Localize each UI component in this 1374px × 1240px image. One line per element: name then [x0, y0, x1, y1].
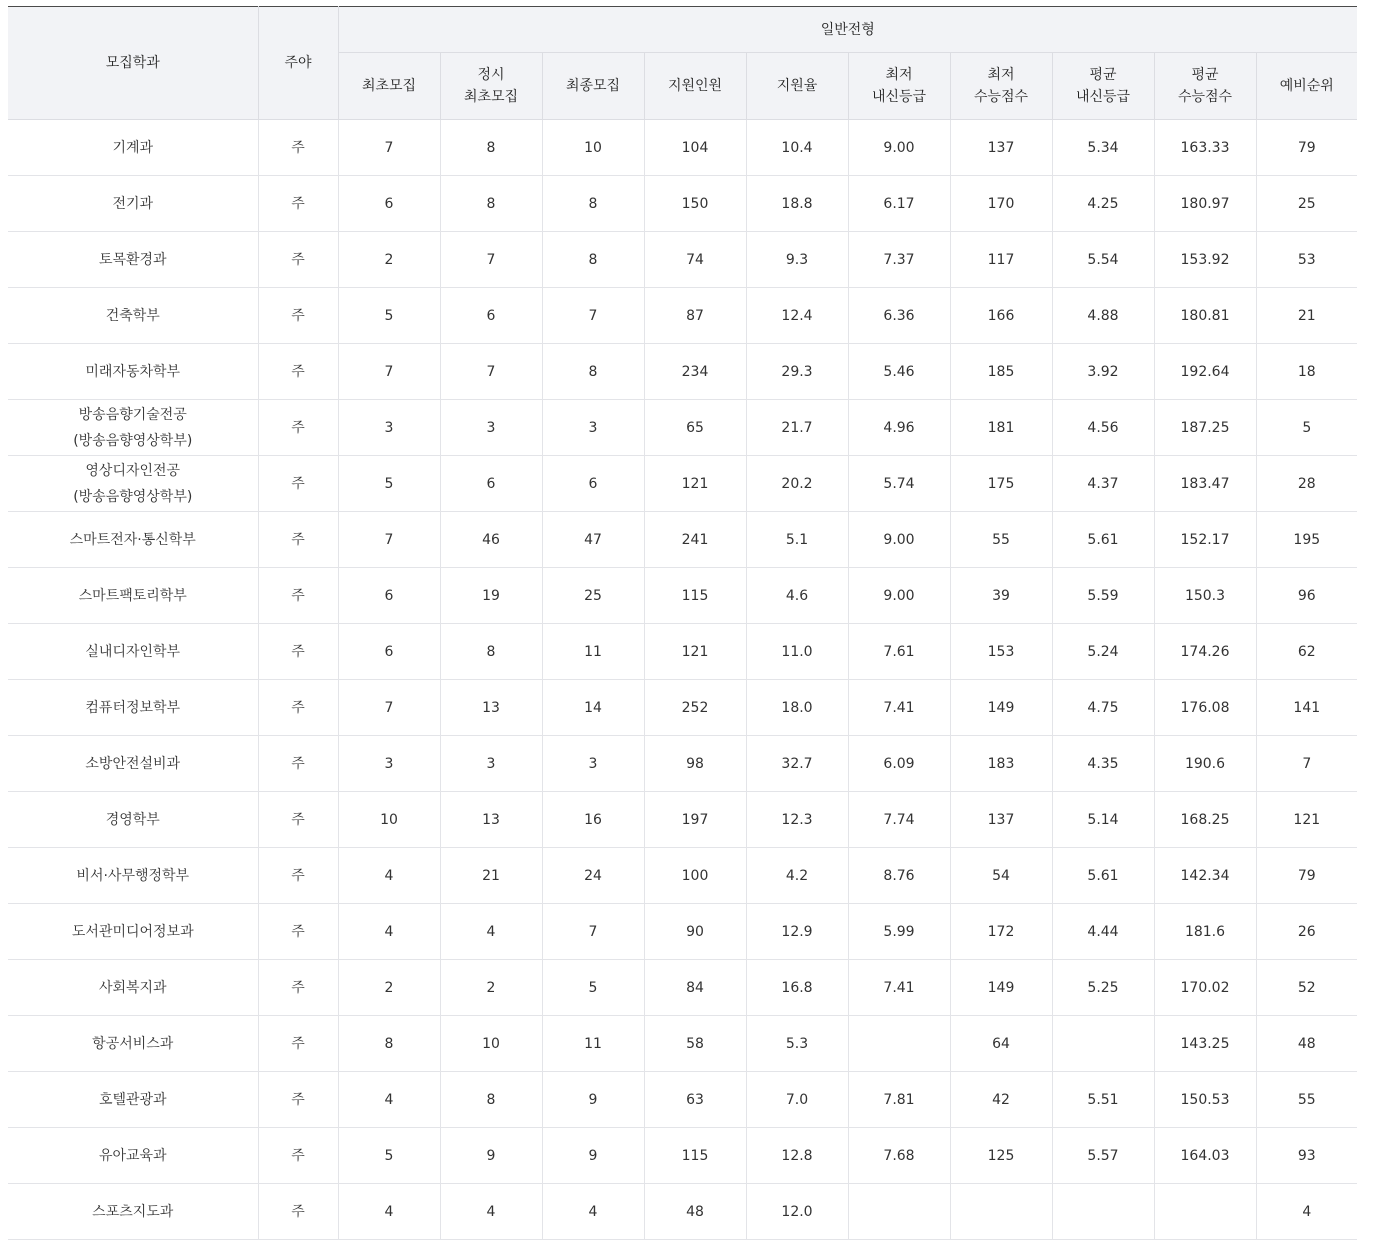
cell-final-quota: 4 [542, 1184, 644, 1240]
cell-final-quota: 7 [542, 904, 644, 960]
table-row [8, 1184, 1357, 1240]
cell-day-night: 주 [258, 736, 338, 792]
cell-min-csat-score: 149 [950, 680, 1052, 736]
cell-regular-initial-quota: 8 [440, 624, 542, 680]
table-header [8, 7, 1357, 120]
cell-avg-csat-score: 142.34 [1154, 848, 1256, 904]
cell-competition-rate: 20.2 [746, 456, 848, 512]
cell-final-quota: 8 [542, 176, 644, 232]
cell-dept: 미래자동차학부 [8, 344, 258, 400]
cell-avg-csat-score: 176.08 [1154, 680, 1256, 736]
cell-min-csat-score: 175 [950, 456, 1052, 512]
cell-min-school-grade: 9.00 [848, 512, 950, 568]
cell-final-quota: 9 [542, 1072, 644, 1128]
cell-waitlist-rank: 5 [1256, 400, 1357, 456]
header-applicants: 지원인원 [644, 53, 746, 120]
cell-regular-initial-quota: 7 [440, 344, 542, 400]
cell-final-quota: 11 [542, 1016, 644, 1072]
cell-competition-rate: 29.3 [746, 344, 848, 400]
cell-initial-quota: 7 [338, 344, 440, 400]
table-row [8, 400, 1357, 456]
cell-applicants: 98 [644, 736, 746, 792]
cell-initial-quota: 4 [338, 848, 440, 904]
cell-applicants: 234 [644, 344, 746, 400]
cell-avg-csat-score: 168.25 [1154, 792, 1256, 848]
cell-regular-initial-quota: 8 [440, 120, 542, 176]
cell-applicants: 197 [644, 792, 746, 848]
cell-dept: 스마트팩토리학부 [8, 568, 258, 624]
cell-competition-rate: 18.8 [746, 176, 848, 232]
cell-waitlist-rank: 141 [1256, 680, 1357, 736]
table-row [8, 960, 1357, 1016]
cell-avg-csat-score: 174.26 [1154, 624, 1256, 680]
cell-competition-rate: 10.4 [746, 120, 848, 176]
cell-initial-quota: 10 [338, 792, 440, 848]
header-avg-school-grade: 평균 내신등급 [1052, 53, 1154, 120]
cell-final-quota: 5 [542, 960, 644, 1016]
cell-day-night: 주 [258, 344, 338, 400]
cell-competition-rate: 12.9 [746, 904, 848, 960]
cell-initial-quota: 5 [338, 288, 440, 344]
cell-competition-rate: 11.0 [746, 624, 848, 680]
header-general-admission: 일반전형 [338, 7, 1357, 53]
cell-avg-school-grade: 5.25 [1052, 960, 1154, 1016]
cell-applicants: 100 [644, 848, 746, 904]
cell-applicants: 121 [644, 624, 746, 680]
cell-applicants: 63 [644, 1072, 746, 1128]
cell-competition-rate: 16.8 [746, 960, 848, 1016]
cell-waitlist-rank: 195 [1256, 512, 1357, 568]
cell-applicants: 252 [644, 680, 746, 736]
cell-avg-school-grade: 5.61 [1052, 512, 1154, 568]
cell-waitlist-rank: 21 [1256, 288, 1357, 344]
cell-avg-csat-score: 152.17 [1154, 512, 1256, 568]
cell-regular-initial-quota: 4 [440, 1184, 542, 1240]
cell-regular-initial-quota: 6 [440, 456, 542, 512]
cell-min-csat-score: 42 [950, 1072, 1052, 1128]
table-row [8, 904, 1357, 960]
cell-day-night: 주 [258, 120, 338, 176]
cell-competition-rate: 21.7 [746, 400, 848, 456]
cell-min-school-grade: 7.37 [848, 232, 950, 288]
cell-day-night: 주 [258, 1184, 338, 1240]
cell-regular-initial-quota: 8 [440, 1072, 542, 1128]
cell-final-quota: 10 [542, 120, 644, 176]
table-row [8, 1016, 1357, 1072]
cell-final-quota: 47 [542, 512, 644, 568]
cell-initial-quota: 2 [338, 232, 440, 288]
cell-initial-quota: 3 [338, 736, 440, 792]
cell-avg-csat-score: 180.81 [1154, 288, 1256, 344]
header-final-quota: 최종모집 [542, 53, 644, 120]
cell-avg-school-grade [1052, 1184, 1154, 1240]
table-row [8, 176, 1357, 232]
cell-day-night: 주 [258, 960, 338, 1016]
cell-waitlist-rank: 93 [1256, 1128, 1357, 1184]
cell-applicants: 74 [644, 232, 746, 288]
cell-initial-quota: 5 [338, 456, 440, 512]
cell-avg-csat-score: 164.03 [1154, 1128, 1256, 1184]
cell-avg-school-grade: 5.34 [1052, 120, 1154, 176]
cell-dept: 기계과 [8, 120, 258, 176]
cell-applicants: 121 [644, 456, 746, 512]
cell-avg-csat-score: 153.92 [1154, 232, 1256, 288]
cell-min-csat-score: 54 [950, 848, 1052, 904]
cell-dept: 경영학부 [8, 792, 258, 848]
cell-min-csat-score: 185 [950, 344, 1052, 400]
cell-waitlist-rank: 96 [1256, 568, 1357, 624]
cell-min-school-grade: 7.74 [848, 792, 950, 848]
cell-min-csat-score: 137 [950, 120, 1052, 176]
cell-avg-csat-score: 150.53 [1154, 1072, 1256, 1128]
cell-min-school-grade: 5.46 [848, 344, 950, 400]
cell-waitlist-rank: 18 [1256, 344, 1357, 400]
cell-waitlist-rank: 62 [1256, 624, 1357, 680]
cell-min-school-grade: 9.00 [848, 568, 950, 624]
cell-dept: 유아교육과 [8, 1128, 258, 1184]
cell-waitlist-rank: 121 [1256, 792, 1357, 848]
cell-final-quota: 14 [542, 680, 644, 736]
cell-applicants: 115 [644, 1128, 746, 1184]
cell-day-night: 주 [258, 1128, 338, 1184]
table-row [8, 1072, 1357, 1128]
cell-applicants: 115 [644, 568, 746, 624]
cell-min-school-grade: 5.74 [848, 456, 950, 512]
cell-competition-rate: 12.0 [746, 1184, 848, 1240]
cell-final-quota: 3 [542, 736, 644, 792]
cell-applicants: 90 [644, 904, 746, 960]
cell-min-school-grade: 7.81 [848, 1072, 950, 1128]
table-row [8, 232, 1357, 288]
cell-day-night: 주 [258, 456, 338, 512]
cell-dept: 도서관미디어정보과 [8, 904, 258, 960]
cell-waitlist-rank: 28 [1256, 456, 1357, 512]
cell-min-school-grade: 7.68 [848, 1128, 950, 1184]
cell-applicants: 241 [644, 512, 746, 568]
cell-min-school-grade: 6.09 [848, 736, 950, 792]
cell-waitlist-rank: 52 [1256, 960, 1357, 1016]
cell-min-csat-score: 64 [950, 1016, 1052, 1072]
cell-min-csat-score: 117 [950, 232, 1052, 288]
cell-avg-school-grade: 5.14 [1052, 792, 1154, 848]
cell-applicants: 58 [644, 1016, 746, 1072]
cell-initial-quota: 3 [338, 400, 440, 456]
cell-day-night: 주 [258, 288, 338, 344]
cell-initial-quota: 6 [338, 624, 440, 680]
cell-avg-csat-score: 150.3 [1154, 568, 1256, 624]
cell-competition-rate: 5.1 [746, 512, 848, 568]
header-dept: 모집학과 [8, 7, 258, 120]
cell-avg-school-grade: 3.92 [1052, 344, 1154, 400]
table-row [8, 736, 1357, 792]
cell-waitlist-rank: 4 [1256, 1184, 1357, 1240]
header-waitlist-rank: 예비순위 [1256, 53, 1357, 120]
cell-competition-rate: 9.3 [746, 232, 848, 288]
cell-final-quota: 16 [542, 792, 644, 848]
cell-avg-school-grade: 4.75 [1052, 680, 1154, 736]
table-row [8, 344, 1357, 400]
cell-initial-quota: 7 [338, 512, 440, 568]
cell-waitlist-rank: 48 [1256, 1016, 1357, 1072]
cell-avg-csat-score: 163.33 [1154, 120, 1256, 176]
cell-dept: 토목환경과 [8, 232, 258, 288]
cell-day-night: 주 [258, 1016, 338, 1072]
cell-regular-initial-quota: 13 [440, 680, 542, 736]
cell-initial-quota: 4 [338, 1184, 440, 1240]
cell-min-csat-score: 55 [950, 512, 1052, 568]
cell-dept: 사회복지과 [8, 960, 258, 1016]
table-row [8, 568, 1357, 624]
cell-applicants: 65 [644, 400, 746, 456]
cell-regular-initial-quota: 10 [440, 1016, 542, 1072]
cell-avg-csat-score: 170.02 [1154, 960, 1256, 1016]
header-avg-csat-score: 평균 수능점수 [1154, 53, 1256, 120]
cell-avg-csat-score: 181.6 [1154, 904, 1256, 960]
table-row [8, 624, 1357, 680]
cell-competition-rate: 4.6 [746, 568, 848, 624]
table-row [8, 120, 1357, 176]
cell-dept: 호텔관광과 [8, 1072, 258, 1128]
cell-dept: 항공서비스과 [8, 1016, 258, 1072]
cell-day-night: 주 [258, 680, 338, 736]
cell-min-csat-score: 137 [950, 792, 1052, 848]
admission-results-table [8, 6, 1357, 1240]
cell-competition-rate: 7.0 [746, 1072, 848, 1128]
cell-avg-school-grade: 4.35 [1052, 736, 1154, 792]
cell-avg-school-grade [1052, 1016, 1154, 1072]
cell-dept: 전기과 [8, 176, 258, 232]
cell-min-csat-score: 181 [950, 400, 1052, 456]
cell-min-school-grade: 7.41 [848, 680, 950, 736]
cell-min-csat-score: 149 [950, 960, 1052, 1016]
cell-final-quota: 6 [542, 456, 644, 512]
table-row [8, 1128, 1357, 1184]
cell-regular-initial-quota: 13 [440, 792, 542, 848]
cell-initial-quota: 6 [338, 176, 440, 232]
cell-final-quota: 11 [542, 624, 644, 680]
cell-regular-initial-quota: 3 [440, 736, 542, 792]
cell-day-night: 주 [258, 792, 338, 848]
cell-min-school-grade: 6.17 [848, 176, 950, 232]
cell-waitlist-rank: 53 [1256, 232, 1357, 288]
cell-regular-initial-quota: 9 [440, 1128, 542, 1184]
cell-applicants: 48 [644, 1184, 746, 1240]
cell-avg-school-grade: 4.37 [1052, 456, 1154, 512]
cell-avg-school-grade: 5.51 [1052, 1072, 1154, 1128]
header-min-school-grade: 최저 내신등급 [848, 53, 950, 120]
cell-applicants: 104 [644, 120, 746, 176]
header-min-csat-score: 최저 수능점수 [950, 53, 1052, 120]
cell-regular-initial-quota: 3 [440, 400, 542, 456]
cell-avg-csat-score: 190.6 [1154, 736, 1256, 792]
cell-avg-school-grade: 4.56 [1052, 400, 1154, 456]
cell-avg-school-grade: 5.54 [1052, 232, 1154, 288]
cell-competition-rate: 12.3 [746, 792, 848, 848]
cell-dept: 방송음향기술전공 (방송음향영상학부) [8, 400, 258, 456]
cell-min-school-grade: 7.41 [848, 960, 950, 1016]
cell-final-quota: 25 [542, 568, 644, 624]
cell-dept: 소방안전설비과 [8, 736, 258, 792]
cell-day-night: 주 [258, 904, 338, 960]
header-regular-initial-quota: 정시 최초모집 [440, 53, 542, 120]
cell-min-school-grade: 5.99 [848, 904, 950, 960]
cell-competition-rate: 5.3 [746, 1016, 848, 1072]
cell-regular-initial-quota: 46 [440, 512, 542, 568]
cell-avg-csat-score: 143.25 [1154, 1016, 1256, 1072]
cell-final-quota: 24 [542, 848, 644, 904]
cell-initial-quota: 7 [338, 680, 440, 736]
cell-min-csat-score [950, 1184, 1052, 1240]
cell-competition-rate: 12.8 [746, 1128, 848, 1184]
cell-competition-rate: 32.7 [746, 736, 848, 792]
cell-regular-initial-quota: 2 [440, 960, 542, 1016]
cell-min-csat-score: 172 [950, 904, 1052, 960]
cell-min-school-grade [848, 1184, 950, 1240]
cell-initial-quota: 7 [338, 120, 440, 176]
table-row [8, 680, 1357, 736]
cell-final-quota: 8 [542, 344, 644, 400]
header-competition-rate: 지원율 [746, 53, 848, 120]
cell-avg-school-grade: 4.44 [1052, 904, 1154, 960]
cell-dept: 실내디자인학부 [8, 624, 258, 680]
cell-day-night: 주 [258, 848, 338, 904]
table-row [8, 456, 1357, 512]
cell-dept: 스포츠지도과 [8, 1184, 258, 1240]
admission-results-table-container [8, 6, 1357, 1240]
cell-waitlist-rank: 55 [1256, 1072, 1357, 1128]
cell-competition-rate: 12.4 [746, 288, 848, 344]
cell-min-school-grade: 4.96 [848, 400, 950, 456]
cell-initial-quota: 8 [338, 1016, 440, 1072]
cell-regular-initial-quota: 6 [440, 288, 542, 344]
cell-final-quota: 8 [542, 232, 644, 288]
cell-min-csat-score: 166 [950, 288, 1052, 344]
cell-min-school-grade: 9.00 [848, 120, 950, 176]
cell-min-csat-score: 170 [950, 176, 1052, 232]
cell-applicants: 150 [644, 176, 746, 232]
table-row [8, 512, 1357, 568]
cell-waitlist-rank: 26 [1256, 904, 1357, 960]
cell-min-school-grade: 7.61 [848, 624, 950, 680]
cell-day-night: 주 [258, 624, 338, 680]
cell-day-night: 주 [258, 176, 338, 232]
cell-avg-school-grade: 5.24 [1052, 624, 1154, 680]
cell-day-night: 주 [258, 1072, 338, 1128]
cell-min-school-grade [848, 1016, 950, 1072]
cell-waitlist-rank: 25 [1256, 176, 1357, 232]
cell-min-school-grade: 8.76 [848, 848, 950, 904]
cell-waitlist-rank: 79 [1256, 848, 1357, 904]
cell-applicants: 87 [644, 288, 746, 344]
cell-dept: 비서·사무행정학부 [8, 848, 258, 904]
cell-dept: 영상디자인전공 (방송음향영상학부) [8, 456, 258, 512]
cell-day-night: 주 [258, 568, 338, 624]
cell-avg-school-grade: 4.25 [1052, 176, 1154, 232]
cell-waitlist-rank: 79 [1256, 120, 1357, 176]
cell-avg-school-grade: 4.88 [1052, 288, 1154, 344]
header-day-night: 주야 [258, 7, 338, 120]
cell-final-quota: 7 [542, 288, 644, 344]
cell-competition-rate: 18.0 [746, 680, 848, 736]
cell-day-night: 주 [258, 400, 338, 456]
cell-dept: 건축학부 [8, 288, 258, 344]
cell-min-csat-score: 125 [950, 1128, 1052, 1184]
cell-regular-initial-quota: 21 [440, 848, 542, 904]
cell-avg-school-grade: 5.59 [1052, 568, 1154, 624]
cell-avg-csat-score: 183.47 [1154, 456, 1256, 512]
table-body [8, 120, 1357, 1240]
table-row [8, 792, 1357, 848]
table-row [8, 848, 1357, 904]
header-initial-quota: 최초모집 [338, 53, 440, 120]
cell-applicants: 84 [644, 960, 746, 1016]
cell-regular-initial-quota: 7 [440, 232, 542, 288]
cell-avg-csat-score: 187.25 [1154, 400, 1256, 456]
cell-min-csat-score: 39 [950, 568, 1052, 624]
cell-dept: 스마트전자·통신학부 [8, 512, 258, 568]
cell-avg-csat-score: 180.97 [1154, 176, 1256, 232]
cell-initial-quota: 4 [338, 1072, 440, 1128]
cell-day-night: 주 [258, 512, 338, 568]
cell-avg-csat-score: 192.64 [1154, 344, 1256, 400]
cell-avg-school-grade: 5.57 [1052, 1128, 1154, 1184]
cell-regular-initial-quota: 19 [440, 568, 542, 624]
cell-competition-rate: 4.2 [746, 848, 848, 904]
cell-initial-quota: 4 [338, 904, 440, 960]
cell-waitlist-rank: 7 [1256, 736, 1357, 792]
cell-min-csat-score: 153 [950, 624, 1052, 680]
cell-final-quota: 9 [542, 1128, 644, 1184]
cell-regular-initial-quota: 8 [440, 176, 542, 232]
cell-min-csat-score: 183 [950, 736, 1052, 792]
table-row [8, 288, 1357, 344]
cell-min-school-grade: 6.36 [848, 288, 950, 344]
cell-avg-csat-score [1154, 1184, 1256, 1240]
cell-dept: 컴퓨터정보학부 [8, 680, 258, 736]
cell-initial-quota: 5 [338, 1128, 440, 1184]
cell-avg-school-grade: 5.61 [1052, 848, 1154, 904]
cell-regular-initial-quota: 4 [440, 904, 542, 960]
cell-initial-quota: 2 [338, 960, 440, 1016]
cell-day-night: 주 [258, 232, 338, 288]
cell-initial-quota: 6 [338, 568, 440, 624]
cell-final-quota: 3 [542, 400, 644, 456]
